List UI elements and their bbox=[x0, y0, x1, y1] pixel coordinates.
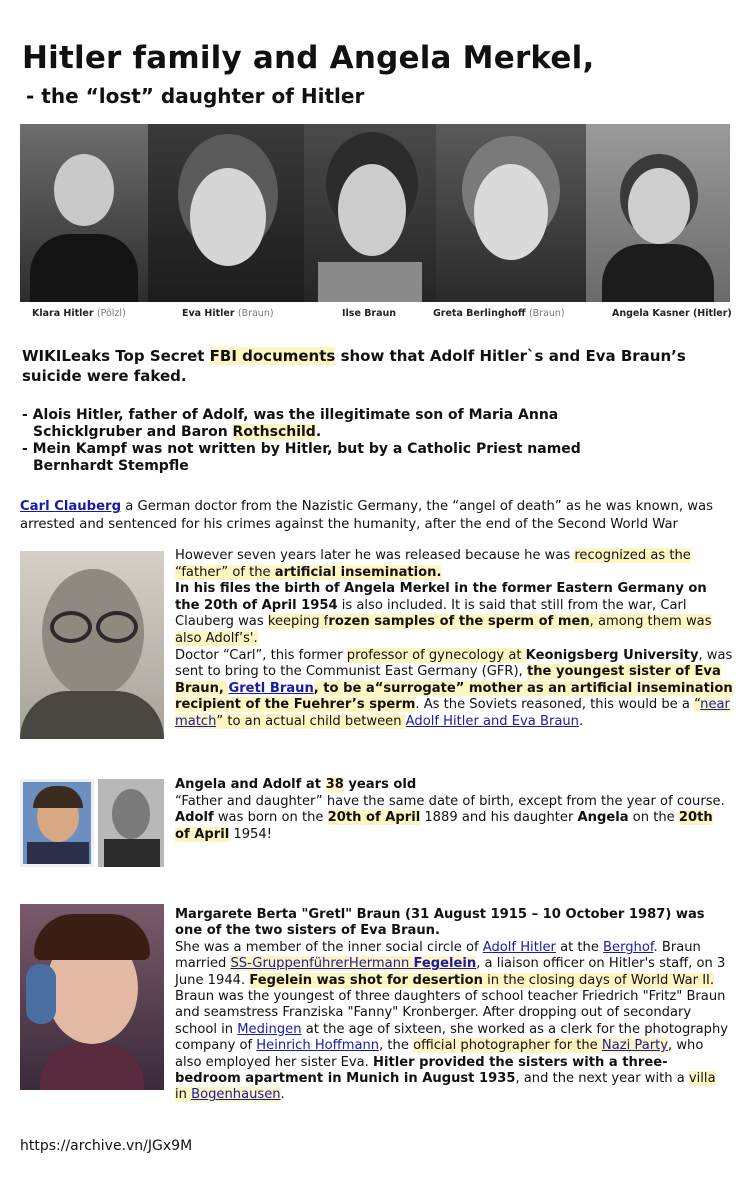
adolf-eva-link[interactable]: Adolf Hitler and Eva Braun bbox=[405, 713, 579, 729]
gretl-braun-text: Margarete Berta "Gretl" Braun (31 August 1915 – 10 October 1987) was one of the two sisters of Eva Braun. She was a member of the inner social circle of Adolf Hitler at the Berghof. Braun married SS-GruppenführerHermann Fegelein, a liaison officer on Hitler's staff, on 3 June 1944. Fegelein was shot for desertion in the closing days of World War II. Braun was the youngest of three daughters of school teacher Friedrich "Fritz" Braun and seamstress Franziska "Fanny" Kronberger. After dropping out of secondary school in Medingen at the age of sixteen, she worked as a clerk for the photography company of Heinrich Hoffmann, the official photographer for the Nazi Party, who also employed her sister Eva. Hitler provided the sisters with a three-bedroom apartment in Munich in August 1935, and the next year with a villa in Bogenhausen. bbox=[175, 907, 729, 1103]
clauberg-intro: Carl Clauberg a German doctor from the Nazistic Germany, the “angel of death” as he was known, was arrested and sentenced for his crimes against the humanity, after the end of the Second World War bbox=[20, 499, 713, 532]
portrait-angela-merkel bbox=[586, 124, 730, 302]
caption-angela: Angela Kasner (Hitler) bbox=[612, 308, 732, 319]
caption-greta: Greta Berlinghoff (Braun) bbox=[433, 308, 565, 319]
gretl-braun-photo bbox=[20, 904, 164, 1090]
claims-list: - Alois Hitler, father of Adolf, was the illegitimate son of Maria Anna Schicklgruber and Baron Rothschild. - Mein Kampf was not written by Hitler, but by a Catholic Priest named Bernhardt Stempfle bbox=[22, 407, 722, 475]
portrait-captions bbox=[20, 306, 730, 324]
page-title: Hitler family and Angela Merkel, bbox=[22, 40, 595, 76]
caption-klara: Klara Hitler (Pölzl) bbox=[32, 308, 126, 319]
angela-adolf-text: Angela and Adolf at 38 years old “Father and daughter” have the same date of birth, except from the year of course. Adolf was born on the 20th of April 1889 and his daughter Angela on the 20th of April 1954! bbox=[175, 777, 725, 842]
portrait-eva-braun bbox=[148, 124, 304, 302]
medingen-link[interactable]: Medingen bbox=[237, 1021, 302, 1037]
portrait-klara-hitler bbox=[20, 124, 148, 302]
portrait-strip bbox=[20, 124, 730, 302]
portrait-greta-braun bbox=[436, 124, 586, 302]
heinrich-hoffmann-link[interactable]: Heinrich Hoffmann bbox=[256, 1038, 380, 1054]
claim-alois: - Alois Hitler, father of Adolf, was the illegitimate son of Maria Anna bbox=[22, 407, 559, 423]
angela-childhood-photo bbox=[20, 779, 94, 867]
carl-clauberg-link[interactable]: Carl Clauberg bbox=[20, 499, 122, 514]
berghof-link[interactable]: Berghof bbox=[603, 939, 654, 955]
clauberg-text: However seven years later he was released because he was recognized as the “father” of the artificial insemination. In his files the birth of Angela Merkel in the former Eastern Germany on the 20th of April 1954 is also included. It is said that still from the war, Carl Clauberg was keeping frozen samples of the sperm of men, among them was also Adolf’s'. Doctor “Carl”, this former professor of gynecology at Keonigsberg University, was sent to bring to the Communist East Germany (GFR), the youngest sister of Eva Braun, Gretl Braun, to be a“surrogate” mother as an artificial insemination recipient of the Fuehrer’s sperm. As the Soviets reasoned, this would be a “near match” to an actual child between Adolf Hitler and Eva Braun. bbox=[175, 548, 733, 729]
adolf-young-photo bbox=[98, 779, 164, 867]
portrait-ilse-braun bbox=[304, 124, 436, 302]
caption-ilse: Ilse Braun bbox=[342, 308, 397, 319]
wikileaks-claim: WIKILeaks Top Secret FBI documents show that Adolf Hitler`s and Eva Braun’s suicide were faked. bbox=[22, 347, 686, 385]
adolf-hitler-link[interactable]: Adolf Hitler bbox=[482, 939, 556, 955]
gretl-braun-link[interactable]: Gretl Braun bbox=[228, 680, 314, 696]
caption-eva: Eva Hitler (Braun) bbox=[182, 308, 274, 319]
fegelein-link[interactable]: SS-GruppenführerHermann Fegelein bbox=[230, 956, 477, 972]
near-match-link[interactable]: near match bbox=[175, 697, 730, 729]
bogenhausen-link[interactable]: Bogenhausen bbox=[191, 1087, 281, 1103]
claim-mein-kampf: - Mein Kampf was not written by Hitler, but by a Catholic Priest named bbox=[22, 441, 581, 457]
source-url: https://archive.vn/JGx9M bbox=[20, 1138, 193, 1154]
page-subtitle: - the “lost” daughter of Hitler bbox=[26, 84, 365, 108]
clauberg-photo bbox=[20, 551, 164, 739]
nazi-party-link[interactable]: Nazi Party bbox=[601, 1038, 668, 1054]
